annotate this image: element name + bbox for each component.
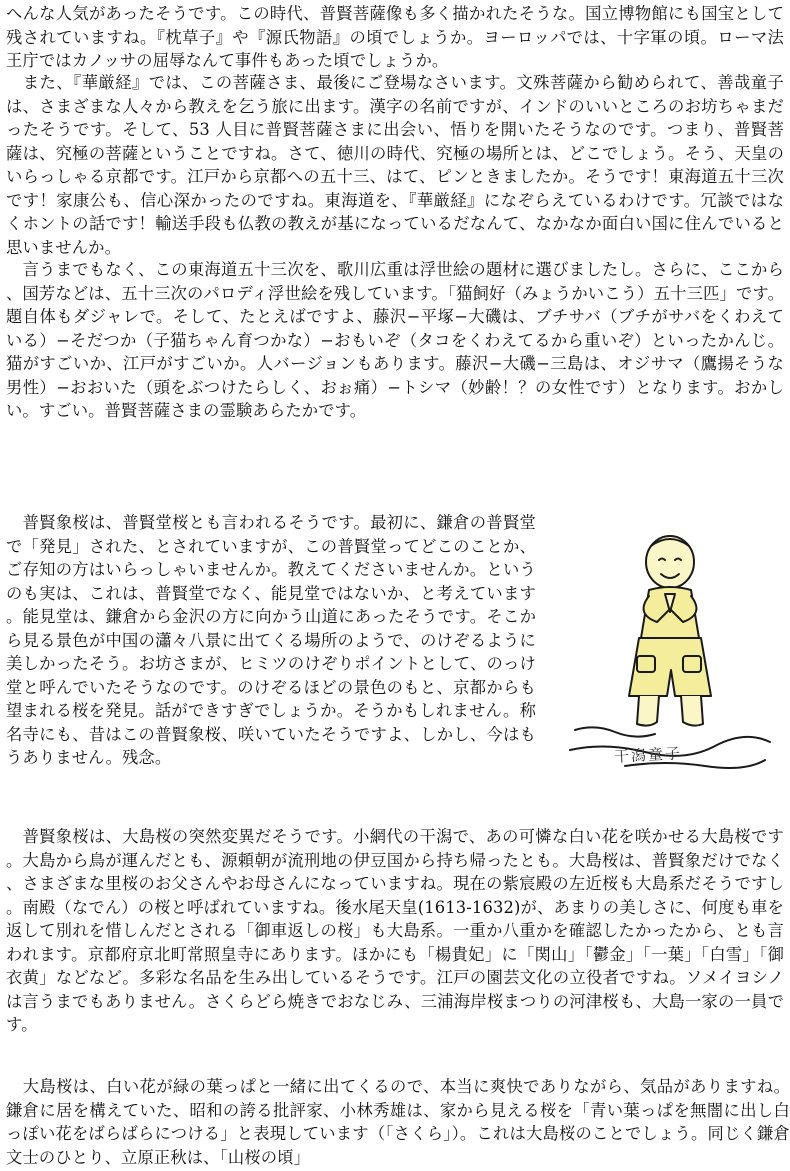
child-drawing-icon: [565, 510, 785, 780]
praying-child-illustration: [565, 510, 785, 780]
paragraph-3: 言うまでもなく、この東海道五十三次を、歌川広重は浮世絵の題材に選びましたし。さらに、ここから、国芳などは、五十三次のパロディ浮世絵を残しています。「猫飼好（みょうかいこう）五十三匹」です。題自体もダジャレで。そして、たとえばですよ、藤沢−平塚−大磯は、ブチサバ（ブチがサバをくわえている）−そだつか（子猫ちゃん育つかな）−おもいぞ（タコをくわえてるから重いぞ）といったかんじ。猫がすごいか、江戸がすごいか。人バージョンもあります。藤沢−大磯−三島は、オジサマ（鷹揚そうな男性）−おおいた（頭をぶつけたらしく、おぉ痛）−トシマ（妙齢！？の女性です）となります。おかしい。すごい。普賢菩薩さまの霊験あらたかです。: [6, 260, 784, 420]
paragraph-1: へんな人気があったそうです。この時代、普賢菩薩像も多く描かれたそうな。国立博物館にも国宝として残されていますね。『枕草子』や『源氏物語』の頃でしょうか。ヨーロッパでは、十字軍の頃。ローマ法王庁ではカノッサの屈辱なんて事件もあった頃でしょうか。: [6, 4, 784, 70]
paragraph-5: 普賢象桜は、大島桜の突然変異だそうです。小網代の干潟で、あの可憐な白い花を咲かせる大島桜です。大島から鳥が運んだとも、源頼朝が流刑地の伊豆国から持ち帰ったとも。大島桜は、普賢象だけでなく、さまざまな里桜のお父さんやお母さんになっていますね。現在の紫宸殿の左近桜も大島系だそうですし。南殿（なでん）の桜と呼ばれていますね。後水尾天皇(1613-1632)が、あまりの美しさに、何度も車を返して別れを惜しんだとされる「御車返しの桜」も大島系。一重か八重かを確認したかったから、とも言われます。京都府京北町常照皇寺にあります。ほかにも「楊貴妃」に「関山」「鬱金」「一葉」「白雪」「御衣黄」などなど。多彩な名品を生み出しているそうです。江戸の園芸文化の立役者ですね。ソメイヨシノは言うまでもありません。さくらどら焼きでおなじみ、三浦海岸桜まつりの河津桜も、大島一家の一員です。: [6, 827, 784, 1034]
paragraph-2: また、『華厳経』では、この菩薩さま、最後にご登場なさいます。文殊菩薩から勧められて、善哉童子は、さまざまな人々から教えを乞う旅に出ます。漢字の名前ですが、インドのいいところのお坊ちゃまだったそうです。そして、53 人目に普賢菩薩さまに出会い、悟りを開いたそうなのです。つまり、普賢菩薩は、究極の菩薩ということですね。さて、徳川の時代、究極の場所とは、どこでしょう。そう、天皇のいらっしゃる京都です。江戸から京都への五十三、はて、ピンときましたか。そうです！東海道五十三次です！家康公も、信心深かったのですね。東海道を、『華厳経』になぞらえているわけです。冗談ではなくホントの話です！輸送手段も仏教の教えが基になっているだなんて、なかなか面白い国に住んでいると思いませんか。: [6, 73, 784, 257]
illustration-caption: 干潟童子: [613, 744, 683, 766]
paragraph-6: 大島桜は、白い花が緑の葉っぱと一緒に出てくるので、本当に爽快でありながら、気品がありますね。鎌倉に居を構えていた、昭和の誇る批評家、小林秀雄は、家から見える桜を「青い葉っぱを無闇に出し白っぽい花をばらばらにつける」と表現しています（「さくら」）。これは大島桜のことでしょう。同じく鎌倉文士のひとり、立原正秋は、「山桜の頃」: [6, 1077, 790, 1167]
paragraph-4: 普賢象桜は、普賢堂桜とも言われるそうです。最初に、鎌倉の普賢堂で「発見」された、とされていますが、この普賢堂ってどこのことか、ご存知の方はいらっしゃいませんか。教えてくださいませんか。というのも実は、これは、普賢堂でなく、能見堂ではないか、と考えています。能見堂は、鎌倉から金沢の方に向かう山道にあったそうです。そこから見る景色が中国の瀟々八景に出てくる場所のようで、のけぞるように美しかったそう。お坊さまが、ヒミツのけぞりポイントとして、のっけ堂と呼んでいたそうなのです。のけぞるほどの景色のもと、京都からも望まれる桜を発見。話ができすぎでしょうか。そうかもしれません。称名寺にも、昔はこの普賢象桜、咲いていたそうですよ、しかし、今はもうありません。残念。: [6, 513, 536, 767]
